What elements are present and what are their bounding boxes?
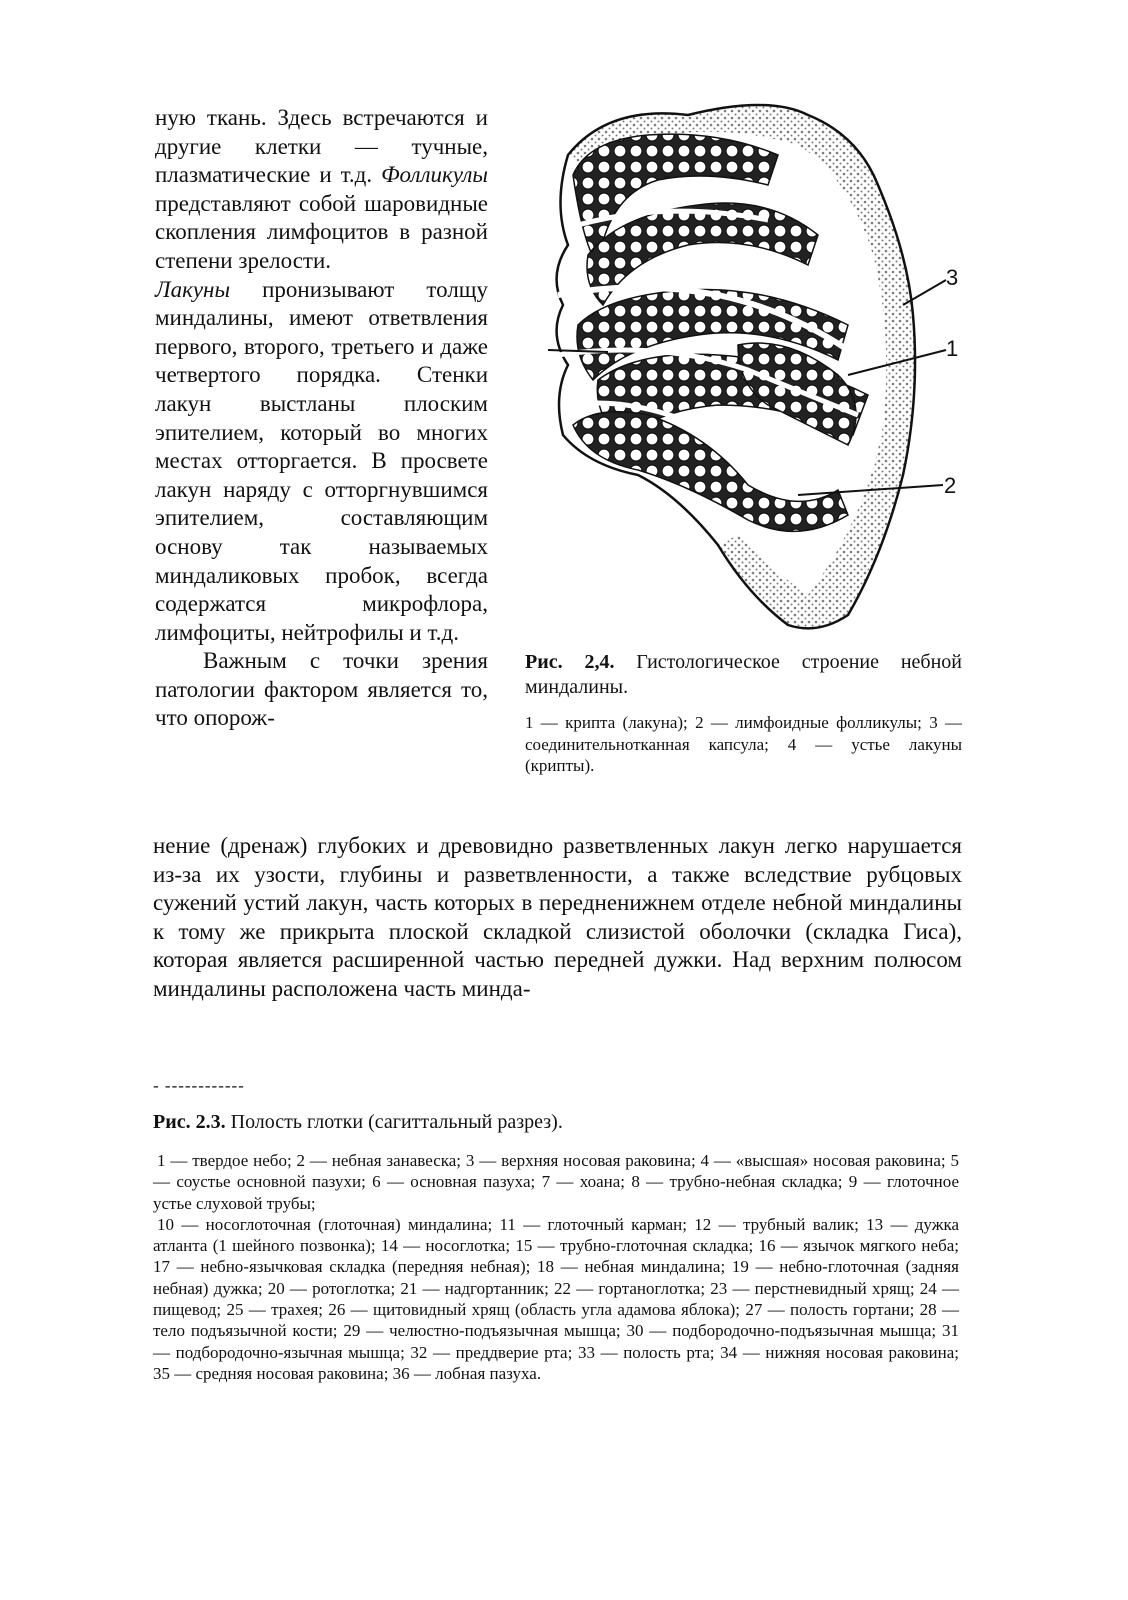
follicles-definition: представляют собой шаровидные скопления лимфоцитов в разной степени зрелости.	[155, 190, 488, 273]
left-text-column	[155, 104, 488, 733]
tonsil-histology-illustration	[548, 95, 968, 635]
term-lacunae: Лакуны	[155, 276, 231, 302]
figure-2-3-legend-part-1: 1 — твердое небо; 2 — небная занавеска; 3 — верхняя носовая раковина; 4 — «высшая» носовая раковина; 5 — соустье основной пазухи; 6 — основная пазуха; 7 — хоана; 8 — трубно-небная складка; 9 — глоточное устье слуховой трубы;	[153, 1151, 959, 1213]
figure-2-3-number: Рис. 2.3.	[153, 1111, 226, 1133]
continued-text: ную ткань. Здесь встречаются и другие клетки — тучные, плазматические и т.д.	[155, 105, 488, 188]
figure-2-3-caption	[153, 1109, 963, 1135]
figure-2-4-title: Гистологическое строение небной миндалины.	[525, 651, 963, 698]
footnote-separator: - ------------	[153, 1076, 245, 1095]
body-paragraph-3: нение (дренаж) глубоких и древовидно разветвленных лакун легко нарушается из-за их узости, глубины и разветвленности, а также вследствие рубцовых сужений устий лакун, часть которых в передненижнем отделе небной миндалины к тому же прикрыта плоской складкой слизистой оболочки (складка Гиса), которая является расширенной частью передней дужки. Над верхним полюсом миндалины расположена часть минда-	[153, 833, 962, 1001]
full-width-text	[153, 832, 962, 1004]
figure-2-3-legend-part-2: 10 — носоглоточная (глоточная) миндалина; 11 — глоточный карман; 12 — трубный валик; 13 — дужка атланта (1 шейного позвонка); 14 — носоглотка; 15 — трубно-глоточная складка; 16 — язычок мягкого неба; 17 — небно-язычковая складка (передняя небная); 18 — небная миндалина; 19 — небно-глоточная (задняя небная) дужка; 20 — ротоглотка; 21 — надгортанник; 22 — гортаноглотка; 23 — перстневидный хрящ; 24 — пищевод; 25 — трахея; 26 — щитовидный хрящ (область угла адамова яблока); 27 — полость гортани; 28 — тело подъязычной кости; 29 — челюстно-подъязычная мышца; 30 — подбородочно-подъязычная мышца; 31 — подбородочно-язычная мышца; 32 — преддверие рта; 33 — полость рта; 34 — нижняя носовая раковина; 35 — средняя носовая раковина; 36 — лобная пазуха.	[153, 1214, 959, 1383]
figure-2-3-title: Полость глотки (сагиттальный разрез).	[230, 1111, 563, 1133]
figure-2-4-legend: 1 — крипта (лакуна); 2 — лимфоидные фолликулы; 3 — соединительнотканная капсула; 4 — устье лакуны (крипты).	[525, 713, 962, 775]
body-paragraph-1	[155, 104, 488, 647]
term-follicles: Фолликулы	[381, 162, 488, 188]
figure-label-2: 2	[944, 473, 957, 498]
figure-2-3-legend	[153, 1150, 959, 1384]
body-paragraph-2: Важным с точки зрения патологии фактором является то, что опорож-	[155, 648, 488, 731]
tonsil-histology-figure	[548, 95, 968, 635]
figure-2-4-caption	[525, 650, 962, 700]
lacunae-definition: пронизывают толщу миндалины, имеют ответвления первого, второго, третьего и даже четвертого порядка. Стенки лакун выстланы плоским эпителием, который во многих местах отторгается. В просвете лакун наряду с отторгнувшимся эпителием, составляющим основу так называемых миндаликовых пробок, всегда содержатся микрофлора, лимфоциты, нейтрофилы и т.д.	[155, 276, 489, 645]
figure-2-4-number: Рис. 2,4.	[525, 651, 615, 673]
figure-label-1: 1	[946, 336, 959, 361]
figure-label-3: 3	[946, 265, 959, 290]
